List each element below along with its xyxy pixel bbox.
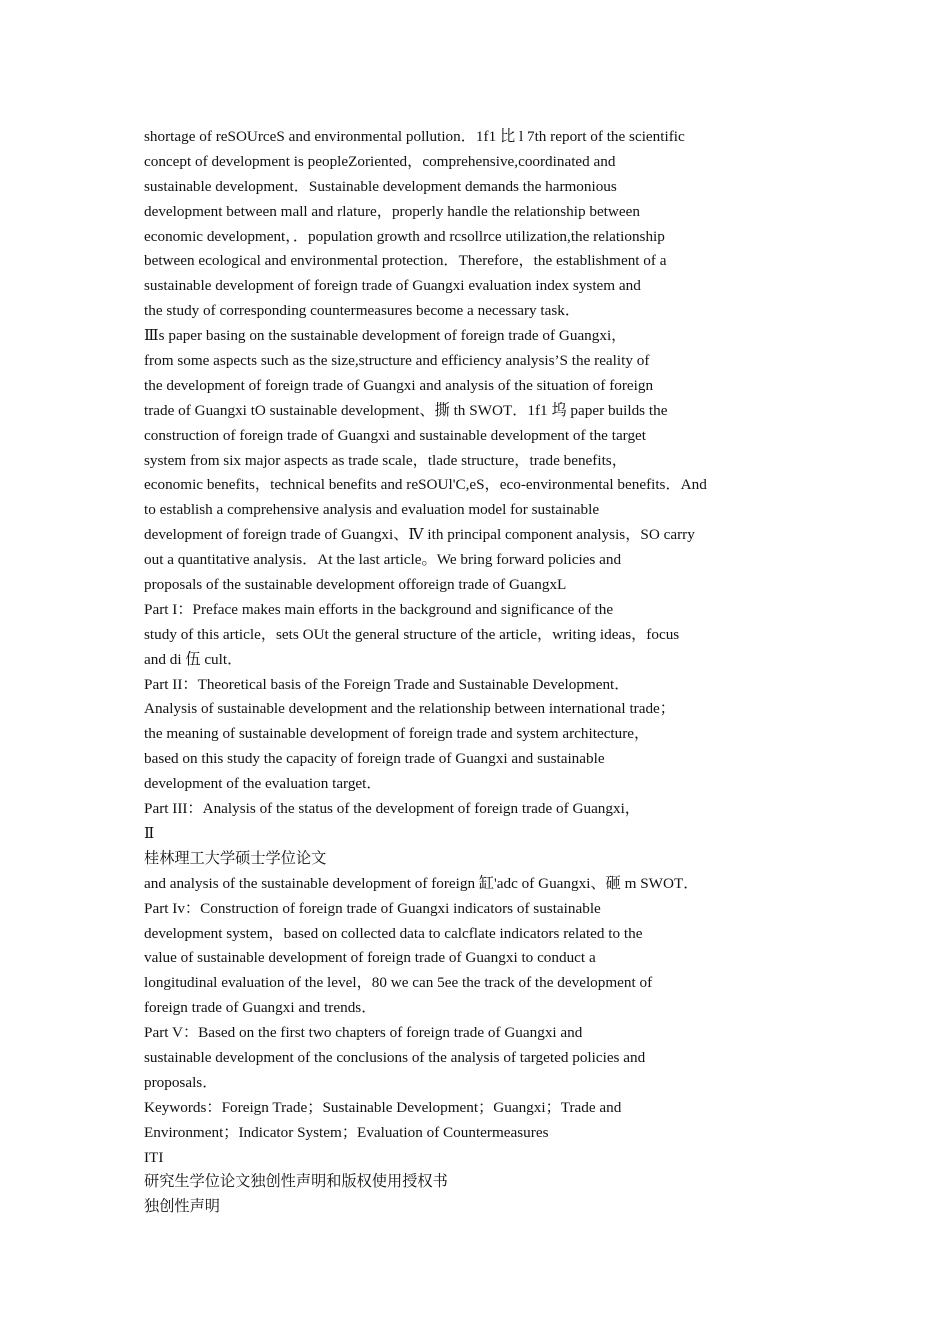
text-line: sustainable development．Sustainable development demands the harmonious: [144, 177, 617, 195]
text-line: from some aspects such as the size,structure and efficiency analysis’S the reality of: [144, 352, 650, 370]
text-line: longitudinal evaluation of the level，80 we can 5ee the track of the development of: [144, 974, 653, 992]
text-line: study of this article，sets OUt the general structure of the article，writing ideas，focus: [144, 625, 680, 643]
text-line: sustainable development of the conclusions of the analysis of targeted policies and: [144, 1048, 646, 1066]
keywords-line: Environment；Indicator System；Evaluation of Countermeasures: [144, 1123, 549, 1141]
text-line: economic benefits，technical benefits and reSOUl'C,eS，eco-environmental benefits．And: [144, 476, 707, 494]
text-line: Part III：Analysis of the status of the development of foreign trade of Guangxi，: [144, 800, 640, 818]
text-line: development system，based on collected data to calcflate indicators related to the: [144, 924, 643, 942]
text-line: to establish a comprehensive analysis and evaluation model for sustainable: [144, 501, 600, 519]
text-line: Part I：Preface makes main efforts in the background and significance of the: [144, 600, 614, 618]
text-line: and analysis of the sustainable development of foreign 缸'adc of Guangxi、砸 m SWOT．: [144, 874, 699, 892]
text-line: shortage of reSOUrceS and environmental pollution．1f1 比 l 7th report of the scientific: [144, 128, 685, 145]
text-line: based on this study the capacity of foreign trade of Guangxi and sustainable: [144, 750, 605, 768]
text-line: foreign trade of Guangxi and trends．: [144, 999, 377, 1017]
section-subheading: 独创性声明: [144, 1198, 220, 1216]
text-line: the study of corresponding countermeasures become a necessary task．: [144, 302, 581, 320]
text-line: development of the evaluation target．: [144, 775, 382, 793]
text-line: proposals．: [144, 1073, 218, 1091]
document-body: [144, 125, 844, 1220]
text-line: Part V：Based on the first two chapters of foreign trade of Guangxi and: [144, 1024, 583, 1042]
text-line: sustainable development of foreign trade of Guangxi evaluation index system and: [144, 277, 641, 295]
text-line: Part II：Theoretical basis of the Foreign Trade and Sustainable Development．: [144, 675, 630, 693]
text-line: development of foreign trade of Guangxi、Ⅳ ith principal component analysis，SO carry: [144, 526, 695, 544]
keywords-line: Keywords：Foreign Trade；Sustainable Development；Guangxi；Trade and: [144, 1098, 622, 1116]
text-line: value of sustainable development of foreign trade of Guangxi to conduct a: [144, 949, 596, 967]
text-line: construction of foreign trade of Guangxi and sustainable development of the target: [144, 426, 647, 444]
text-line: and di 伍 cult．: [144, 650, 243, 668]
text-line: proposals of the sustainable development offoreign trade of GuangxL: [144, 576, 567, 594]
text-line: Part Iv：Construction of foreign trade of Guangxi indicators of sustainable: [144, 899, 601, 917]
text-line: Analysis of sustainable development and the relationship between international trade；: [144, 700, 675, 718]
page-number: Ⅱ: [144, 824, 155, 842]
running-header: 桂林理工大学硕士学位论文: [144, 849, 327, 867]
text-line: concept of development is peopleZoriented，comprehensive,coordinated and: [144, 152, 616, 170]
page-number: ITI: [144, 1148, 164, 1166]
text-line: economic development，．population growth and rcsollrce utilization,the relationship: [144, 227, 665, 245]
text-line: between ecological and environmental protection．Therefore，the establishment of a: [144, 252, 667, 270]
text-line: the meaning of sustainable development of foreign trade and system architecture，: [144, 725, 650, 743]
text-line: system from six major aspects as trade scale，tlade structure，trade benefits，: [144, 451, 627, 469]
text-line: trade of Guangxi tO sustainable development、撕 th SWOT．1f1 坞 paper builds the: [144, 401, 668, 419]
text-line: Ⅲs paper basing on the sustainable development of foreign trade of Guangxi，: [144, 327, 627, 345]
text-line: the development of foreign trade of Guangxi and analysis of the situation of foreign: [144, 376, 654, 394]
text-line: out a quantitative analysis．At the last article。We bring forward policies and: [144, 551, 622, 569]
text-line: development between mall and rlature，properly handle the relationship between: [144, 202, 640, 220]
section-heading: 研究生学位论文独创性声明和版权使用授权书: [144, 1173, 448, 1191]
